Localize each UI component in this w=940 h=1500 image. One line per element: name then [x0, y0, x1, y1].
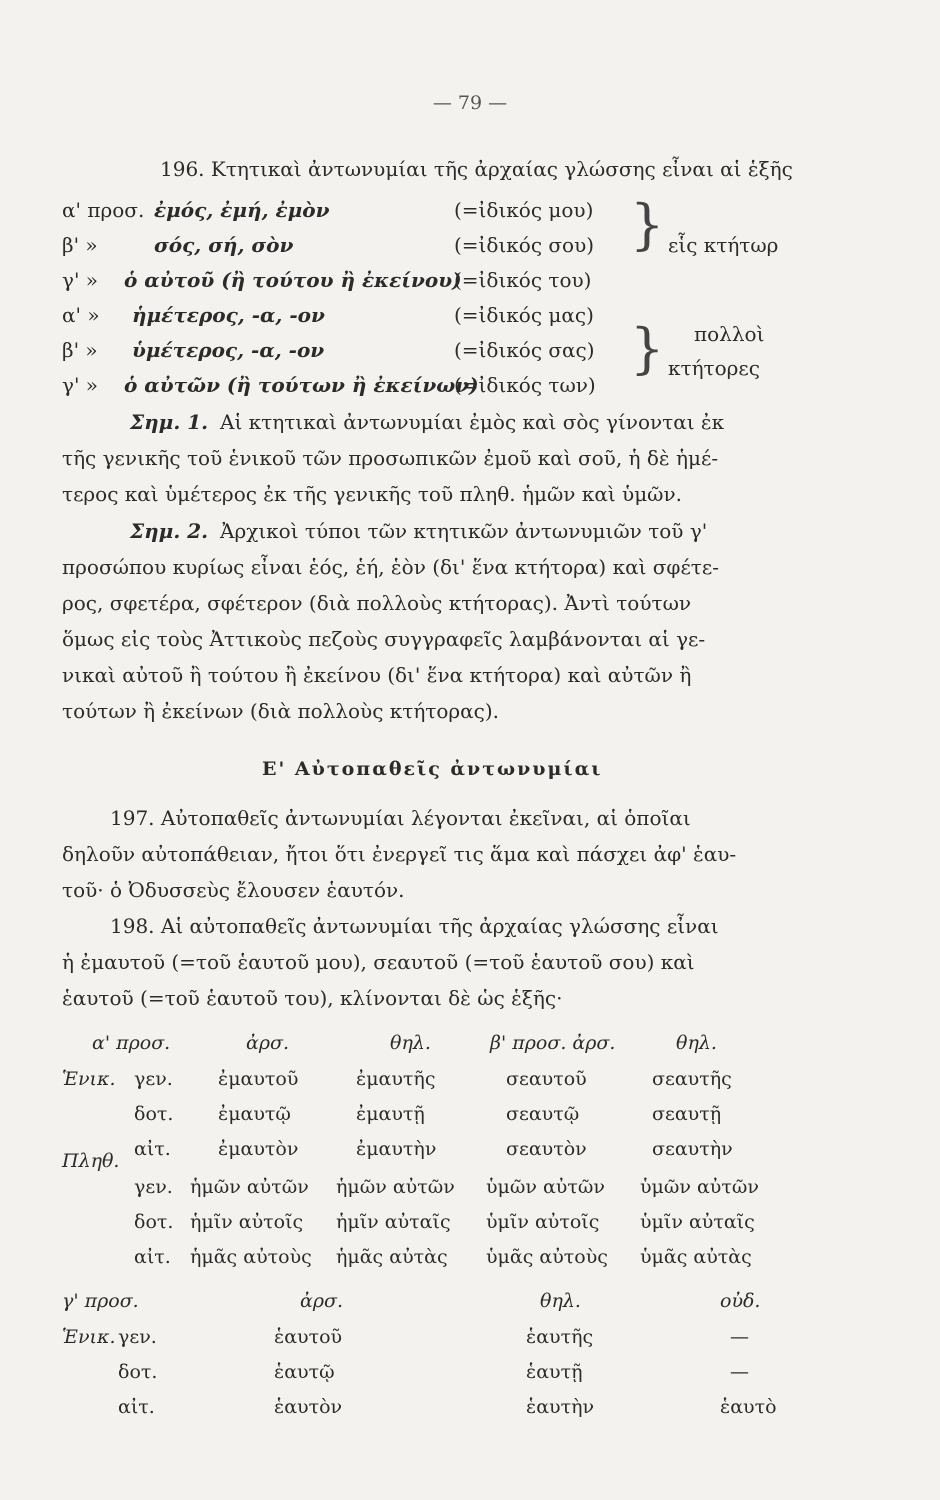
row-forms: ὁ αὐτοῦ (ἢ τούτου ἢ ἐκείνου) — [124, 268, 462, 292]
brace-plural: } — [630, 317, 665, 380]
header-cell: ἀρσ. — [246, 1032, 290, 1054]
header-cell: ἀρσ. — [300, 1290, 344, 1312]
row-label: α' » — [62, 303, 100, 327]
row-forms: ἡμέτερος, -α, -ον — [132, 303, 325, 327]
table-cell: σεαυτῇ — [652, 1103, 722, 1125]
table-cell: ἡμᾶς αὐτὰς — [336, 1246, 448, 1268]
table-cell: ἑαυτῷ — [274, 1361, 335, 1383]
case-label: αἰτ. — [118, 1396, 155, 1418]
note-2-line: ρος, σφετέρα, σφέτερον (διὰ πολλοὺς κτήτορας). Ἀντὶ τούτων — [62, 591, 692, 615]
table-cell: ἑαυτοῦ — [274, 1326, 343, 1348]
page-number: — 79 — — [432, 92, 508, 114]
table-cell: ἑαυτὸν — [274, 1396, 343, 1418]
table-cell: σεαυτὸν — [506, 1138, 587, 1160]
section-197-line: δηλοῦν αὐτοπάθειαν, ἤτοι ὅτι ἐνεργεῖ τις ἅμα καὶ πάσχει ἀφ' ἑαυ- — [62, 842, 737, 866]
note-2-line: προσώπου κυρίως εἶναι ἑός, ἑή, ἑὸν (δι' ἕνα κτήτορα) καὶ σφέτε- — [62, 555, 719, 579]
note-2-line: ὅμως εἰς τοὺς Ἀττικοὺς πεζοὺς συγγραφεῖς λαμβάνονται αἱ γε- — [62, 627, 706, 651]
table-cell: σεαυτοῦ — [506, 1068, 587, 1090]
table-cell: ἑαυτὴν — [526, 1396, 595, 1418]
note-1-line: τῆς γενικῆς τοῦ ἑνικοῦ τῶν προσωπικῶν ἐμοῦ καὶ σοῦ, ἡ δὲ ἡμέ- — [62, 446, 719, 470]
table-cell: ἡμῶν αὐτῶν — [336, 1176, 455, 1198]
row-meaning: (=ἰδικός σας) — [454, 338, 595, 362]
section-heading: Ε' Αὐτοπαθεῖς ἀντωνυμίαι — [262, 758, 603, 780]
number-label-singular: Ἑνικ. — [62, 1068, 116, 1090]
section-198-line: ἡ ἐμαυτοῦ (=τοῦ ἑαυτοῦ μου), σεαυτοῦ (=τοῦ ἑαυτοῦ σου) καὶ — [62, 950, 695, 974]
table-cell: ἐμαυτὴν — [356, 1138, 437, 1160]
note-1-line: τερος καὶ ὑμέτερος ἐκ τῆς γενικῆς τοῦ πληθ. ἡμῶν καὶ ὑμῶν. — [62, 482, 683, 506]
note-2-line: τούτων ἢ ἐκείνων (διὰ πολλοὺς κτήτορας). — [62, 699, 500, 723]
section-198-line: ἑαυτοῦ (=τοῦ ἑαυτοῦ του), κλίνονται δὲ ὡς ἑξῆς· — [62, 986, 563, 1010]
header-cell: β' προσ. ἀρσ. — [490, 1032, 616, 1054]
header-cell: οὐδ. — [720, 1290, 761, 1312]
group-plural-label-1: πολλοὶ — [694, 322, 765, 346]
table-cell: ἡμῶν αὐτῶν — [190, 1176, 309, 1198]
table-cell: ὑμῶν αὐτῶν — [640, 1176, 759, 1198]
table-cell: ὑμῖν αὐταῖς — [640, 1211, 755, 1233]
row-meaning: (=ἰδικός των) — [454, 373, 596, 397]
table-cell: σεαυτὴν — [652, 1138, 733, 1160]
table-cell: ἐμαυτοῦ — [218, 1068, 299, 1090]
case-label: δοτ. — [134, 1103, 174, 1125]
table-cell: ἐμαυτῇ — [356, 1103, 425, 1125]
row-forms: ὁ αὐτῶν (ἢ τούτων ἢ ἐκείνων) — [124, 373, 479, 397]
row-label: β' » — [62, 233, 98, 257]
note-2-label: Σημ. 2. — [130, 519, 209, 543]
brace-singular: } — [630, 193, 665, 256]
row-forms: ἐμός, ἐμή, ἐμὸν — [154, 198, 330, 222]
section-197-line: 197. Αὐτοπαθεῖς ἀντωνυμίαι λέγονται ἐκεῖναι, αἱ ὁποῖαι — [110, 806, 691, 830]
table-cell: ἑαυτῇ — [526, 1361, 583, 1383]
table-cell: ὑμᾶς αὐτοὺς — [486, 1246, 608, 1268]
table-cell: ἡμᾶς αὐτοὺς — [190, 1246, 312, 1268]
section-197-line: τοῦ· ὁ Ὀδυσσεὺς ἔλουσεν ἑαυτόν. — [62, 878, 405, 902]
table-cell: ἐμαυτῷ — [218, 1103, 291, 1125]
header-cell: θηλ. — [540, 1290, 581, 1312]
row-label: α' προσ. — [62, 198, 145, 222]
row-forms: ὑμέτερος, -α, -ον — [132, 338, 325, 362]
row-label: γ' » — [62, 268, 99, 292]
case-label: αἰτ. — [134, 1246, 171, 1268]
table-cell: ἐμαυτὸν — [218, 1138, 299, 1160]
table-cell: ἡμῖν αὐτοῖς — [190, 1211, 304, 1233]
table-cell: ὑμῶν αὐτῶν — [486, 1176, 605, 1198]
table-cell: σεαυτῆς — [652, 1068, 732, 1090]
header-cell: γ' προσ. — [62, 1290, 139, 1312]
group-plural-label-2: κτήτορες — [668, 356, 760, 380]
header-cell: α' προσ. — [92, 1032, 171, 1054]
table-cell: σεαυτῷ — [506, 1103, 580, 1125]
number-label-singular: Ἑνικ. — [62, 1326, 116, 1348]
table-cell: — — [730, 1326, 749, 1348]
case-label: γεν. — [134, 1068, 173, 1090]
row-meaning: (=ἰδικός σου) — [454, 233, 595, 257]
case-label: γεν. — [134, 1176, 173, 1198]
table-cell: ἡμῖν αὐταῖς — [336, 1211, 451, 1233]
header-cell: θηλ. — [390, 1032, 431, 1054]
case-label: γεν. — [118, 1326, 157, 1348]
group-singular-label: εἷς κτήτωρ — [668, 233, 779, 257]
note-1-label: Σημ. 1. — [130, 410, 209, 434]
row-forms: σός, σή, σὸν — [154, 233, 294, 257]
case-label: αἰτ. — [134, 1138, 171, 1160]
section-196-title: 196. Κτητικαὶ ἀντωνυμίαι τῆς ἀρχαίας γλώσσης εἶναι αἱ ἑξῆς — [160, 157, 793, 181]
note-1-line: Αἱ κτητικαὶ ἀντωνυμίαι ἐμὸς καὶ σὸς γίνονται ἐκ — [220, 410, 725, 434]
table-cell: ἐμαυτῆς — [356, 1068, 436, 1090]
note-2-line: νικαὶ αὐτοῦ ἢ τούτου ἢ ἐκείνου (δι' ἕνα κτήτορα) καὶ αὐτῶν ἢ — [62, 663, 692, 687]
header-cell: θηλ. — [676, 1032, 717, 1054]
table-cell: ἑαυτὸ — [720, 1396, 777, 1418]
table-cell: ὑμῖν αὐτοῖς — [486, 1211, 600, 1233]
case-label: δοτ. — [118, 1361, 158, 1383]
row-meaning: (=ἰδικός του) — [454, 268, 592, 292]
case-label: δοτ. — [134, 1211, 174, 1233]
row-meaning: (=ἰδικός μας) — [454, 303, 594, 327]
table-cell: — — [730, 1361, 749, 1383]
row-label: β' » — [62, 338, 98, 362]
number-label-plural: Πληθ. — [62, 1150, 120, 1172]
row-label: γ' » — [62, 373, 99, 397]
table-cell: ἑαυτῆς — [526, 1326, 594, 1348]
note-2-line: Ἀρχικοὶ τύποι τῶν κτητικῶν ἀντωνυμιῶν τοῦ γ' — [220, 519, 708, 543]
row-meaning: (=ἰδικός μου) — [454, 198, 594, 222]
section-198-line: 198. Αἱ αὐτοπαθεῖς ἀντωνυμίαι τῆς ἀρχαίας γλώσσης εἶναι — [110, 914, 719, 938]
table-cell: ὑμᾶς αὐτὰς — [640, 1246, 752, 1268]
